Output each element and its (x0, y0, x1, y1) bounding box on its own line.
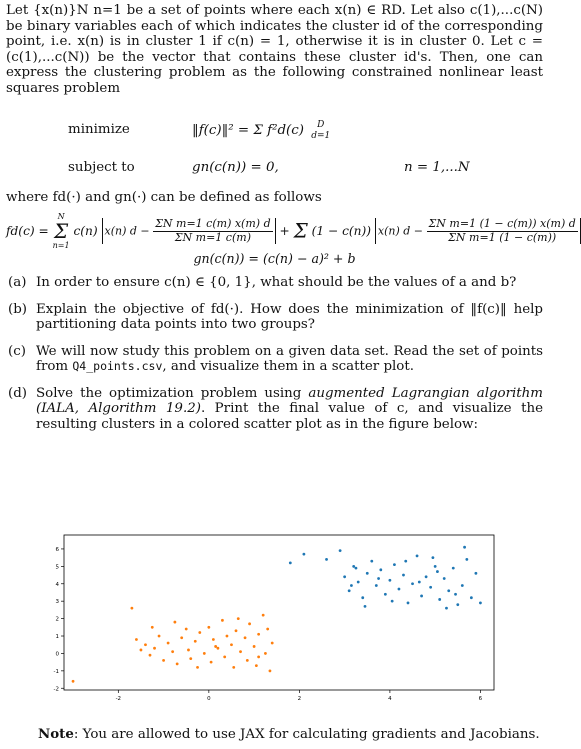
point-cluster-0 (269, 669, 272, 672)
g-definition: gn(c(n)) = (c(n) − a)² + b (193, 251, 356, 267)
f-definition (6, 211, 576, 251)
point-cluster-0 (264, 652, 267, 655)
point-cluster-1 (384, 593, 387, 596)
point-cluster-1 (418, 581, 421, 584)
point-cluster-1 (361, 596, 364, 599)
point-cluster-0 (171, 650, 174, 653)
f-term2: (1 − c(n)) (311, 223, 372, 238)
point-cluster-1 (479, 602, 482, 605)
constraint-expression: gn(c(n)) = 0, (192, 160, 279, 176)
point-cluster-0 (244, 636, 247, 639)
f-abs1-x: x(n) d (104, 224, 137, 238)
f-frac1 (153, 218, 272, 245)
point-cluster-1 (370, 560, 373, 563)
f-abs2-x: x(n) d (377, 224, 411, 238)
cluster-scatter-plot (52, 533, 500, 703)
part-c-tag: (c) (8, 343, 26, 359)
f-frac2-den: ΣN m=1 (1 − c(m)) (448, 230, 557, 244)
y-tick-label: -1 (53, 668, 59, 675)
sum-symbol-icon-2: Σ (293, 218, 308, 243)
minimize-label: minimize (68, 122, 130, 138)
part-a-text: In order to ensure c(n) ∈ {0, 1}, what should be the values of a and b? (36, 274, 517, 290)
f-term1: c(n) (73, 223, 98, 238)
x-tick-label: -2 (115, 696, 122, 702)
part-d-tag: (d) (8, 385, 28, 401)
y-tick-label: -2 (53, 686, 59, 693)
intro-text: Let {x(n)}N n=1 be a set of points where each x(n) ∈ RD. Let also c(1),...c(N) be binary variables each of which indicates the cluster id of the corresponding point, i.e. x(n) is in cluster 1 if c(n) = 1, otherwise it is in cluster 0. Let c = (c(1),...c(N)) be the vector that contains these cluster id's. Then, one can express the clustering problem as the following constrained nonlinear least squares problem (6, 3, 543, 96)
f-lhs: fd(c) = (6, 223, 49, 238)
y-tick-label: 2 (55, 616, 59, 623)
f-frac2-num: ΣN m=1 (1 − c(m)) x(m) d (428, 216, 576, 230)
point-cluster-0 (140, 649, 143, 652)
point-cluster-0 (221, 619, 224, 622)
point-cluster-1 (325, 558, 328, 561)
f-plus: + (279, 223, 290, 238)
point-cluster-0 (237, 617, 240, 620)
point-cluster-0 (173, 621, 176, 624)
point-cluster-1 (429, 586, 432, 589)
point-cluster-1 (425, 575, 428, 578)
part-c-filename: Q4_points.csv (72, 359, 163, 374)
point-cluster-1 (402, 574, 405, 577)
where-text: where fd(·) and gn(·) can be defined as follows (6, 190, 322, 206)
note (38, 727, 540, 743)
point-cluster-0 (196, 666, 199, 669)
point-cluster-0 (135, 638, 138, 641)
scatter-points (72, 546, 482, 683)
x-tick-label: 2 (297, 696, 302, 702)
point-cluster-1 (404, 560, 407, 563)
point-cluster-0 (235, 629, 238, 632)
point-cluster-1 (357, 581, 360, 584)
point-cluster-1 (420, 595, 423, 598)
f-frac1-den: ΣN m=1 c(m) (174, 230, 251, 244)
point-cluster-1 (470, 596, 473, 599)
point-cluster-1 (375, 584, 378, 587)
point-cluster-0 (271, 642, 274, 645)
index-range: n = 1,...N (404, 160, 470, 176)
point-cluster-1 (431, 556, 434, 559)
point-cluster-0 (149, 654, 152, 657)
point-cluster-1 (465, 558, 468, 561)
part-b-text: Explain the objective of fd(·). How does the minimization of ‖f(c)‖ help partitioning data points into two groups? (36, 301, 543, 333)
x-tick-label: 0 (207, 696, 211, 702)
point-cluster-1 (388, 579, 391, 582)
point-cluster-1 (364, 605, 367, 608)
point-cluster-0 (207, 626, 210, 629)
plot-frame (64, 535, 494, 690)
objective-sum-limits (311, 120, 330, 141)
point-cluster-0 (262, 614, 265, 617)
point-cluster-0 (187, 649, 190, 652)
intro-paragraph (6, 3, 543, 96)
point-cluster-0 (158, 635, 161, 638)
part-b (6, 302, 543, 333)
point-cluster-1 (411, 582, 414, 585)
point-cluster-0 (257, 656, 260, 659)
point-cluster-1 (434, 565, 437, 568)
part-b-tag: (b) (8, 301, 28, 317)
point-cluster-0 (176, 662, 179, 665)
point-cluster-0 (203, 652, 206, 655)
point-cluster-0 (167, 642, 170, 645)
point-cluster-1 (352, 565, 355, 568)
y-tick-label: 6 (55, 546, 59, 553)
point-cluster-0 (151, 626, 154, 629)
point-cluster-0 (185, 628, 188, 631)
point-cluster-0 (255, 664, 258, 667)
point-cluster-0 (216, 647, 219, 650)
point-cluster-1 (379, 568, 382, 571)
point-cluster-0 (212, 638, 215, 641)
point-cluster-1 (461, 584, 464, 587)
point-cluster-0 (223, 656, 226, 659)
problem-page (6, 3, 576, 443)
f-sum-limits (53, 212, 70, 251)
y-axis-ticks (54, 547, 64, 692)
objective-text: ‖f(c)‖² = Σ f²d(c) (192, 123, 304, 139)
point-cluster-0 (198, 631, 201, 634)
y-tick-label: 0 (55, 651, 59, 658)
f-sum-top: N (57, 211, 65, 221)
f-abs2: x(n) d − $\frac{\text{ΣN m=1 (1 − c(m)) x(m) d}}{\text{ΣN m=1 (1 − c(m))}}$ (375, 218, 581, 245)
point-cluster-1 (393, 563, 396, 566)
point-cluster-0 (153, 647, 156, 650)
point-cluster-1 (377, 577, 380, 580)
part-a (6, 275, 543, 291)
part-d-text-after: . Print the final value of c, and visualize the resulting clusters in a colored scatter plot as in the figure below: (36, 401, 543, 432)
point-cluster-1 (366, 572, 369, 575)
part-d-emphasis: augmented Lagrangian algorithm (IALA, Algorithm 19.2) (36, 385, 543, 417)
point-cluster-1 (289, 561, 292, 564)
point-cluster-0 (232, 666, 235, 669)
y-tick-label: 1 (55, 634, 59, 641)
point-cluster-0 (130, 607, 133, 610)
point-cluster-1 (463, 546, 466, 549)
f-frac1-num: ΣN m=1 c(m) x(m) d (155, 216, 271, 230)
objective-expression (192, 120, 330, 141)
point-cluster-0 (214, 645, 217, 648)
f-sum-bottom: n=1 (52, 241, 70, 251)
part-a-tag: (a) (8, 274, 27, 290)
point-cluster-0 (246, 659, 249, 662)
note-text: : You are allowed to use JAX for calculating gradients and Jacobians. (73, 727, 540, 742)
point-cluster-1 (436, 570, 439, 573)
point-cluster-1 (447, 589, 450, 592)
point-cluster-1 (474, 572, 477, 575)
y-tick-label: 4 (55, 581, 59, 588)
point-cluster-0 (194, 640, 197, 643)
part-d-text-before: Solve the optimization problem using (36, 385, 309, 401)
objective-sum-top: D (317, 120, 325, 131)
x-axis-ticks (116, 690, 483, 702)
point-cluster-0 (239, 650, 242, 653)
part-c (6, 344, 543, 375)
part-c-text-before: We will now study this problem on a given data set. Read the set of points from (36, 343, 543, 375)
point-cluster-1 (416, 554, 419, 557)
part-d (6, 386, 543, 433)
part-c-text-after: , and visualize them in a scatter plot. (162, 359, 415, 375)
point-cluster-1 (350, 584, 353, 587)
point-cluster-0 (72, 680, 75, 683)
note-label: Note (38, 726, 74, 742)
point-cluster-1 (452, 567, 455, 570)
point-cluster-1 (391, 600, 394, 603)
point-cluster-1 (398, 588, 401, 591)
point-cluster-0 (189, 657, 192, 660)
point-cluster-0 (253, 645, 256, 648)
y-tick-label: 5 (55, 564, 59, 571)
point-cluster-0 (180, 636, 183, 639)
point-cluster-1 (407, 602, 410, 605)
x-tick-label: 6 (478, 696, 483, 702)
point-cluster-1 (302, 553, 305, 556)
point-cluster-1 (445, 607, 448, 610)
f-frac2 (427, 218, 578, 245)
point-cluster-1 (339, 549, 342, 552)
point-cluster-0 (144, 643, 147, 646)
point-cluster-0 (226, 635, 229, 638)
question-parts (6, 275, 543, 432)
point-cluster-1 (355, 567, 358, 570)
sum-symbol-icon: Σ (54, 219, 69, 244)
point-cluster-1 (454, 593, 457, 596)
point-cluster-1 (456, 603, 459, 606)
point-cluster-0 (210, 661, 213, 664)
point-cluster-1 (438, 598, 441, 601)
point-cluster-0 (230, 643, 233, 646)
point-cluster-0 (248, 622, 251, 625)
point-cluster-1 (343, 575, 346, 578)
point-cluster-0 (162, 659, 165, 662)
optimization-problem (6, 102, 543, 182)
y-tick-label: 3 (55, 599, 59, 606)
subject-to-label: subject to (68, 160, 135, 176)
point-cluster-1 (348, 589, 351, 592)
point-cluster-1 (443, 577, 446, 580)
point-cluster-0 (257, 633, 260, 636)
objective-sum-bottom: d=1 (311, 130, 331, 141)
point-cluster-0 (266, 628, 269, 631)
f-abs1: x(n) d − $\frac{\text{ΣN m=1 c(m) x(m) d}}{\text{ΣN m=1 c(m)}}$ (102, 218, 276, 245)
x-tick-label: 4 (388, 696, 392, 702)
